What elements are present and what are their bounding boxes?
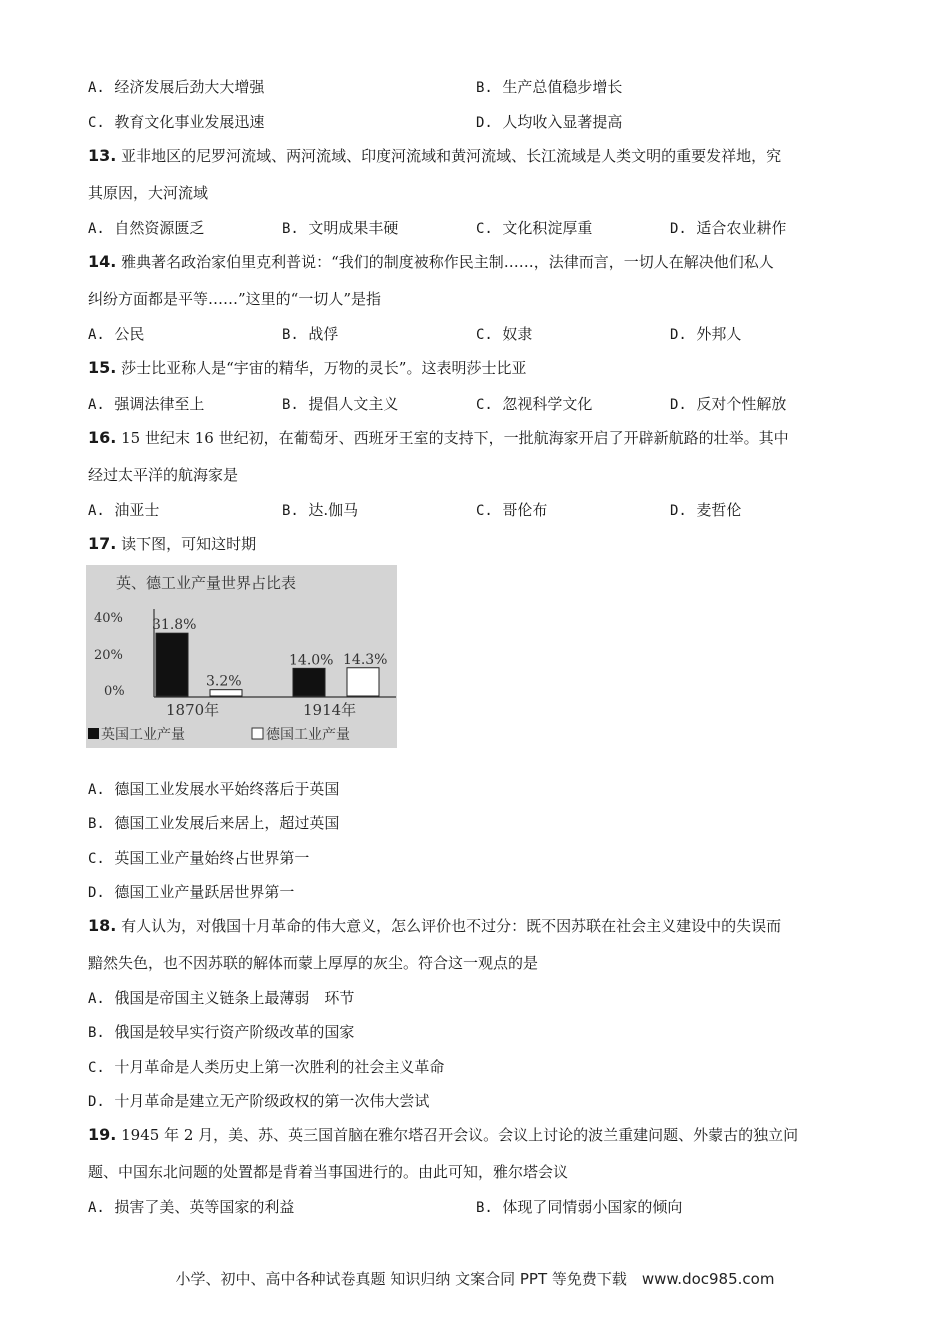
bar-uk-0 <box>156 633 188 696</box>
q14-stem-line1: 14. 雅典著名政治家伯里克利普说：“我们的制度被称作民主制……，法律而言，一切人在解决他们私人 <box>88 252 774 271</box>
q12-option-a: A. 经济发展后劲大大增强 <box>88 78 265 96</box>
q19-option-a: A. 损害了美、英等国家的利益 <box>88 1198 295 1216</box>
q18-option-b: B. 俄国是较早实行资产阶级改革的国家 <box>88 1023 355 1041</box>
bar-uk-1 <box>293 668 325 696</box>
q14-stem-line2: 纠纷方面都是平等……”这里的“一切人”是指 <box>88 290 382 308</box>
q16-option-d: D. 麦哲伦 <box>670 501 742 519</box>
q18-option-a: A. 俄国是帝国主义链条上最薄弱 环节 <box>88 989 355 1007</box>
x-tick-label: 1870年 <box>166 701 220 719</box>
bar-chart-svg <box>86 565 397 748</box>
q13-option-a: A. 自然资源匮乏 <box>88 219 205 237</box>
q19-stem-line2: 题、中国东北问题的处置都是背着当事国进行的。由此可知，雅尔塔会议 <box>88 1163 569 1181</box>
q14-option-c: C. 奴隶 <box>476 325 533 343</box>
data-label: 14.3% <box>343 651 388 668</box>
q12-option-d: D. 人均收入显著提高 <box>476 113 623 131</box>
q19-stem-line1: 19. 1945 年 2 月，美、苏、英三国首脑在雅尔塔召开会议。会议上讨论的波兰重建问题、外蒙古的独立问 <box>88 1125 799 1144</box>
q18-stem-line1: 18. 有人认为，对俄国十月革命的伟大意义，怎么评价也不过分：既不因苏联在社会主义建设中的失误而 <box>88 916 782 935</box>
q13-option-c: C. 文化积淀厚重 <box>476 219 593 237</box>
q15-option-b: B. 提倡人文主义 <box>282 395 399 413</box>
q15-option-c: C. 忽视科学文化 <box>476 395 593 413</box>
q16-stem-line1: 16. 15 世纪末 16 世纪初，在葡萄牙、西班牙王室的支持下，一批航海家开启了开辟新航路的壮举。其中 <box>88 428 789 447</box>
q18-option-d: D. 十月革命是建立无产阶级政权的第一次伟大尝试 <box>88 1092 430 1110</box>
bar-de-1 <box>347 668 379 696</box>
q12-option-b: B. 生产总值稳步增长 <box>476 78 623 96</box>
q16-option-b: B. 达.伽马 <box>282 501 359 519</box>
q12-option-c: C. 教育文化事业发展迅速 <box>88 113 265 131</box>
q19-option-b: B. 体现了同情弱小国家的倾向 <box>476 1198 683 1216</box>
y-tick-label: 40% <box>94 611 123 626</box>
q13-stem-line2: 其原因，大河流域 <box>88 184 209 202</box>
q16-option-a: A. 油亚士 <box>88 501 160 519</box>
q15-option-d: D. 反对个性解放 <box>670 395 787 413</box>
data-label: 31.8% <box>152 617 197 634</box>
q16-stem-line2: 经过太平洋的航海家是 <box>88 466 239 484</box>
page-footer: 小学、初中、高中各种试卷真题 知识归纳 文案合同 PPT 等免费下载 www.doc985.com <box>175 1270 775 1288</box>
q17-option-b: B. 德国工业发展后来居上，超过英国 <box>88 814 340 832</box>
q16-option-c: C. 哥伦布 <box>476 501 548 519</box>
legend-swatch-de <box>252 728 263 739</box>
bar-de-0 <box>210 690 242 696</box>
q13-stem-line1: 13. 亚非地区的尼罗河流域、两河流域、印度河流域和黄河流域、长江流域是人类文明的重要发祥地，究 <box>88 146 782 165</box>
q17-option-c: C. 英国工业产量始终占世界第一 <box>88 849 310 867</box>
legend-label-uk: 英国工业产量 <box>101 727 185 743</box>
y-tick-label: 0% <box>104 684 125 699</box>
q14-option-a: A. 公民 <box>88 325 145 343</box>
q15-stem-line1: 15. 莎士比亚称人是“宇宙的精华，万物的灵长”。这表明莎士比亚 <box>88 358 527 377</box>
q14-option-b: B. 战俘 <box>282 325 339 343</box>
q13-option-b: B. 文明成果丰硬 <box>282 219 399 237</box>
legend-swatch-uk <box>88 728 99 739</box>
chart-title: 英、德工业产量世界占比表 <box>116 574 297 592</box>
q18-stem-line2: 黯然失色，也不因苏联的解体而蒙上厚厚的灰尘。符合这一观点的是 <box>88 954 539 972</box>
q14-option-d: D. 外邦人 <box>670 325 742 343</box>
q18-option-c: C. 十月革命是人类历史上第一次胜利的社会主义革命 <box>88 1058 445 1076</box>
q17-stem-line1: 17. 读下图，可知这时期 <box>88 534 257 553</box>
y-tick-label: 20% <box>94 648 123 663</box>
data-label: 14.0% <box>289 652 334 669</box>
legend-label-de: 德国工业产量 <box>266 727 350 743</box>
x-tick-label: 1914年 <box>303 701 357 719</box>
q17-option-a: A. 德国工业发展水平始终落后于英国 <box>88 780 340 798</box>
industrial-output-chart <box>86 565 397 748</box>
q17-option-d: D. 德国工业产量跃居世界第一 <box>88 883 295 901</box>
data-label: 3.2% <box>206 673 242 690</box>
q13-option-d: D. 适合农业耕作 <box>670 219 787 237</box>
q15-option-a: A. 强调法律至上 <box>88 395 205 413</box>
